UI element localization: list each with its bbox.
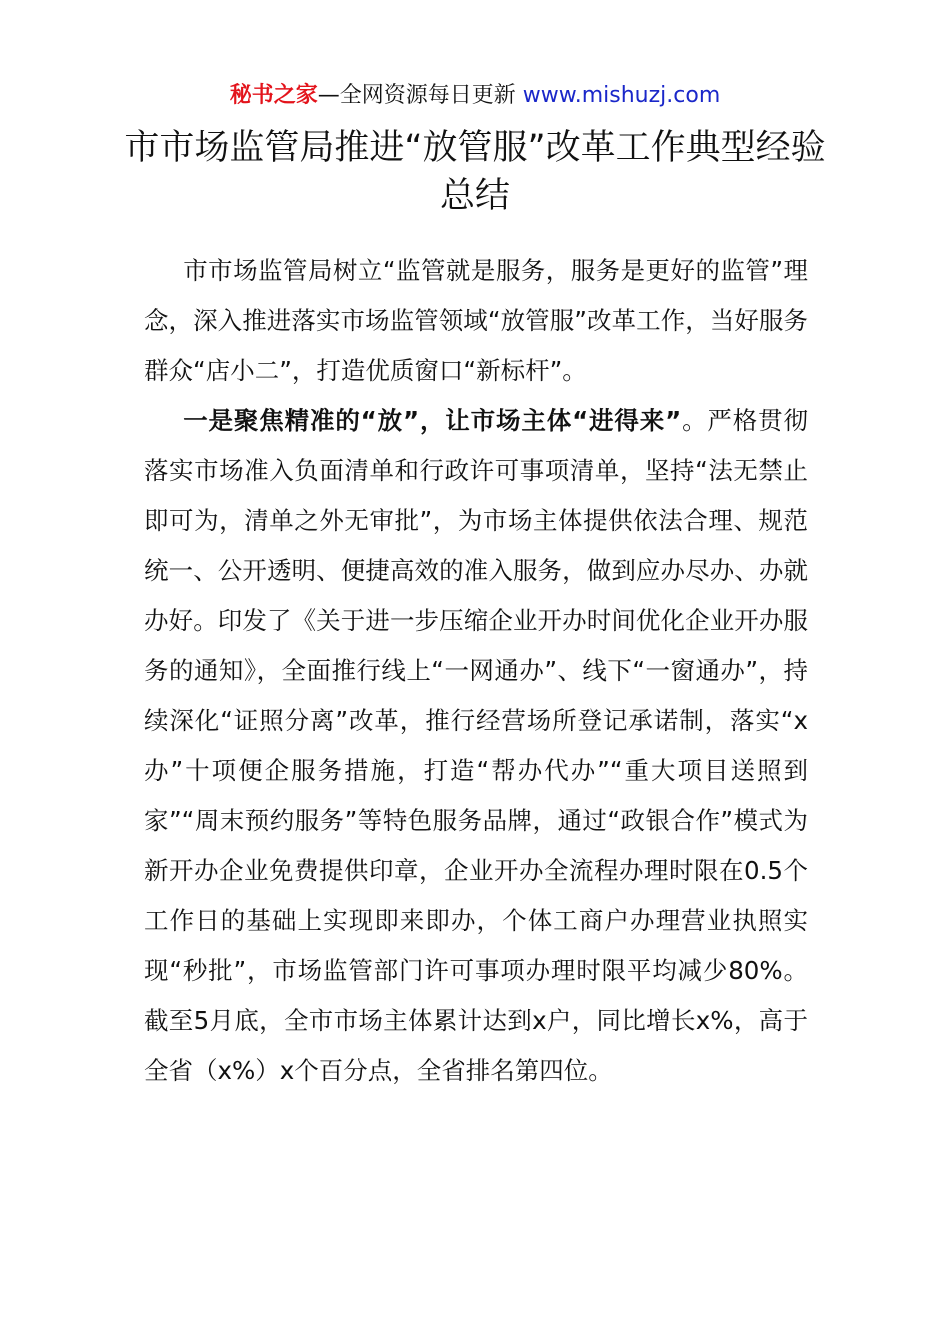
site-url-link[interactable]: www.mishuzj.com [522,83,721,108]
site-header [0,80,950,112]
section-1-paragraph [144,396,808,1096]
document-title: 市市场监管局推进“放管服”改革工作典型经验总结 [124,128,826,216]
document-body [144,246,808,1096]
intro-paragraph: 市市场监管局树立“监管就是服务，服务是更好的监管”理念，深入推进落实市场监管领域“放管服”改革工作，当好服务群众“店小二”，打造优质窗口“新标杆”。 [144,256,808,385]
section-1-heading: 一是聚焦精准的“放”，让市场主体“进得来” [183,406,682,435]
section-1-text: 。严格贯彻落实市场准入负面清单和行政许可事项清单，坚持“法无禁止即可为，清单之外无审批”，为市场主体提供依法合理、规范统一、公开透明、便捷高效的准入服务，做到应办尽办、办就办好。印发了《关于进一步压缩企业开办时间优化企业开办服务的通知》，全面推行线上“一网通办”、线下“一窗通办”，持续深化“证照分离”改革，推行经营场所登记承诺制，落实“x办”十项便企服务措施，打造“帮办代办”“重大项目送照到家”“周末预约服务”等特色服务品牌，通过“政银合作”模式为新开办企业免费提供印章，企业开办全流程办理时限在0.5个工作日的基础上实现即来即办，个体工商户办理营业执照实现“秒批”，市场监管部门许可事项办理时限平均减少80%。截至5月底，全市市场主体累计达到x户，同比增长x%，高于全省（x%）x个百分点，全省排名第四位。 [144,406,808,1085]
brand-name: 秘书之家 [229,83,318,108]
header-tagline: —全网资源每日更新 [317,83,516,108]
